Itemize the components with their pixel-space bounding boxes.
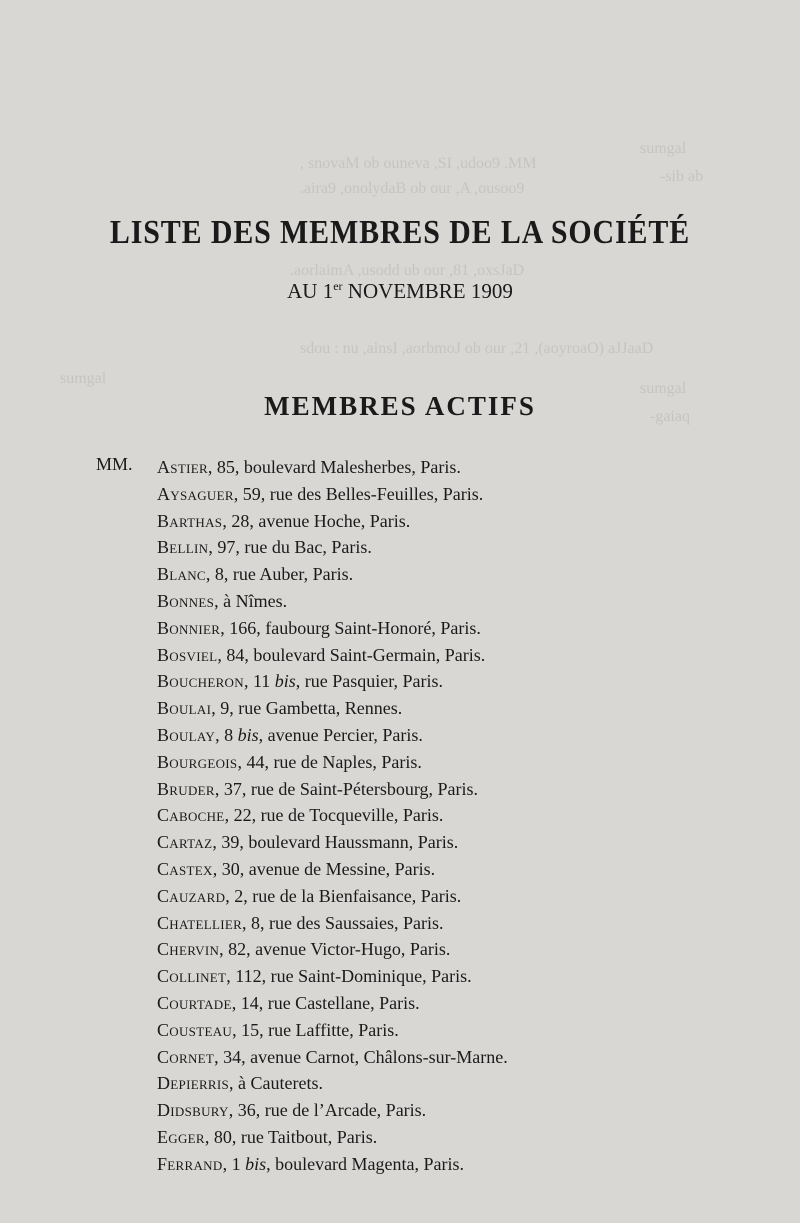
member-entry [157,695,508,722]
member-entry [157,588,508,615]
member-entry [157,1124,508,1151]
member-entry [157,910,508,937]
member-address: , 166, faubourg Saint-Honoré, Paris. [220,617,481,638]
show-through-decoration: sdou : nu ,ainsI ,aorbmoJ ob our ,21 ,(aoyroaO) aJJaaD [300,340,654,357]
member-name: Boulai [157,698,212,719]
member-address: , 112, rue Saint-Dominique, Paris. [226,966,472,987]
member-name: Bonnier [157,617,221,638]
member-address: , 28, avenue Hoche, Paris. [222,510,411,531]
member-number: , 11 [243,671,275,692]
member-address: , à Cauterets. [229,1073,324,1094]
member-bis: bis [274,671,296,692]
member-name: Aysaguer [157,483,234,504]
member-name: Cousteau [157,1019,233,1040]
member-name: Blanc [157,564,206,585]
member-name: Boucheron [157,671,244,692]
member-entry [157,1017,508,1044]
member-entry [157,883,508,910]
member-entry [157,508,508,535]
member-name: Cartaz [157,832,213,853]
member-name: Didsbury [157,1100,229,1121]
member-entry [157,454,508,481]
member-address: , 59, rue des Belles-Feuilles, Paris. [233,483,484,504]
member-address: , 8, rue Auber, Paris. [205,564,354,585]
member-address: , 2, rue de la Bienfaisance, Paris. [225,885,462,906]
member-name: Chervin [157,939,220,960]
member-name: Barthas [157,510,223,531]
member-entry [157,802,508,829]
member-address: , 15, rue Laffitte, Paris. [232,1019,399,1040]
member-entry [157,749,508,776]
date-suffix: NOVEMBRE 1909 [347,279,513,303]
member-address: , 97, rue du Bac, Paris. [208,537,372,558]
member-entry [157,1044,508,1071]
member-entry [157,936,508,963]
member-name: Cauzard [157,885,226,906]
list-date [0,279,800,304]
member-number: , 8 [215,724,238,745]
member-entry [157,776,508,803]
member-address: , 80, rue Taitbout, Paris. [204,1126,378,1147]
member-address: , 22, rue de Tocqueville, Paris. [224,805,444,826]
date-prefix: AU 1 [287,279,334,303]
member-entry [157,1070,508,1097]
member-name: Depierris [157,1073,230,1094]
member-address: , 30, avenue de Messine, Paris. [212,858,436,879]
section-heading: MEMBRES ACTIFS [264,391,536,421]
member-name: Bruder [157,778,215,799]
show-through-decoration: sumgal [640,380,687,397]
member-name: Castex [157,858,213,879]
member-name: Caboche [157,805,225,826]
member-entry [157,1151,508,1178]
member-address: , 84, boulevard Saint-Germain, Paris. [217,644,486,665]
member-entry [157,963,508,990]
member-address: , 34, avenue Carnot, Châlons-sur-Marne. [214,1046,508,1067]
member-address: , 36, rue de l’Arcade, Paris. [228,1100,427,1121]
show-through-decoration: sumgal [640,140,687,157]
member-name: Boulay [157,724,216,745]
page-title: LISTE DES MEMBRES DE LA SOCIÉTÉ [109,214,691,251]
member-entry [157,561,508,588]
show-through-decoration: sumgal [60,370,107,387]
member-address: , 9, rue Gambetta, Rennes. [211,698,403,719]
member-name: Chatellier [157,912,243,933]
member-entry [157,722,508,749]
member-bis: bis [237,724,259,745]
member-entry [157,615,508,642]
member-bis: bis [245,1153,267,1174]
show-through-decoration: .aira9 ,onolydaB ob our ,A ,ousoo9 [300,180,525,197]
member-name: Courtade [157,992,232,1013]
member-name: Astier [157,457,208,477]
member-name: Cornet [157,1046,215,1067]
member-name: Egger [157,1126,205,1147]
honorific-label: MM. [96,454,133,474]
member-entry [157,829,508,856]
member-address: , avenue Percier, Paris. [258,724,423,745]
member-name: Ferrand [157,1153,223,1174]
member-entry [157,1097,508,1124]
member-name: Bourgeois [157,751,238,772]
show-through-decoration: , snovaM ob ouneva ,SI ,udoo9 .MM [300,155,537,172]
member-entry [157,481,508,508]
member-name: Bonnes [157,590,215,611]
member-address: , 14, rue Castellane, Paris. [231,992,420,1013]
member-name: Bellin [157,537,209,558]
show-through-decoration: .aorlaimA ,usodd ub our ,81 ,oxsJaD [290,262,525,279]
member-address: , 82, avenue Victor-Hugo, Paris. [219,939,451,960]
member-address: , à Nîmes. [214,590,288,611]
date-superscript: er [333,279,343,293]
member-entry [157,534,508,561]
member-list [157,454,508,1178]
member-address: , rue Pasquier, Paris. [295,671,444,692]
member-address: , 44, rue de Naples, Paris. [237,751,422,772]
member-entry [157,668,508,695]
member-address: , 37, rue de Saint-Pétersbourg, Paris. [214,778,479,799]
member-entry [157,990,508,1017]
member-address: , 39, boulevard Haussmann, Paris. [212,832,459,853]
member-number: , 1 [222,1153,246,1174]
member-address: , 85, boulevard Malesherbes, Paris. [207,457,461,477]
show-through-decoration: -sib ab [660,168,704,185]
member-entry [157,856,508,883]
member-entry [157,642,508,669]
member-name: Collinet [157,966,227,987]
member-address: , 8, rue des Saussaies, Paris. [242,912,444,933]
member-name: Bosviel [157,644,218,665]
member-address: , boulevard Magenta, Paris. [266,1153,465,1174]
show-through-decoration: -gaiaq [650,408,690,425]
